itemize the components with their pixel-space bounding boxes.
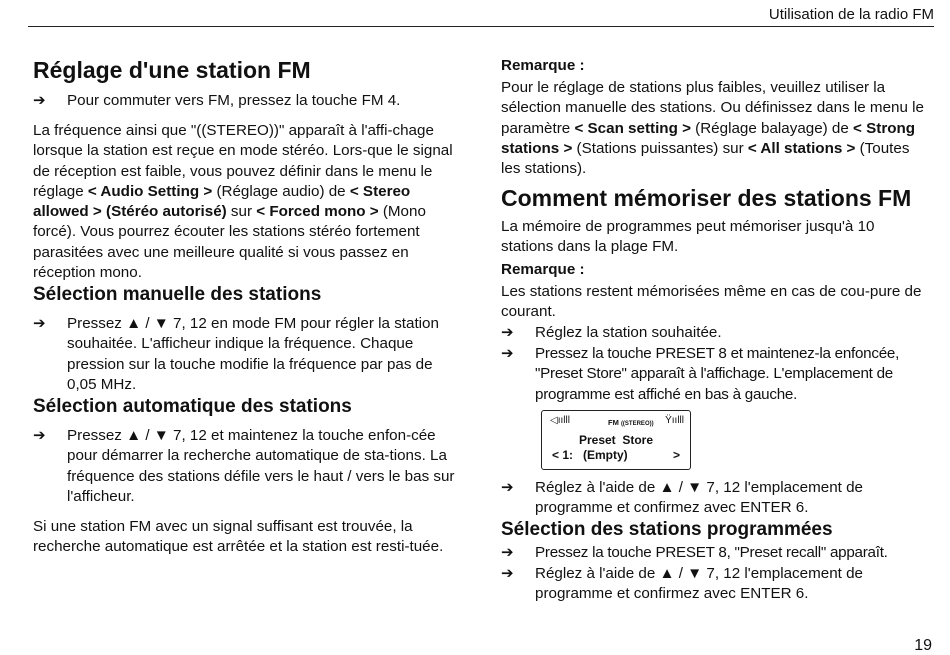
list-item-text: Pour commuter vers FM, pressez la touche FM 4. xyxy=(67,92,401,109)
arrow-bullet-icon: ➔ xyxy=(33,427,46,444)
lcd-line-slot: < 1: (Empty) > xyxy=(552,448,680,462)
page-header xyxy=(0,0,950,28)
subsection-title-programmed: Sélection des stations programmées xyxy=(501,519,833,540)
header-title: Utilisation de la radio FM xyxy=(768,6,934,23)
list-item xyxy=(501,323,931,343)
remark-paragraph: Les stations restent mémorisées même en cas de cou-pure de courant. xyxy=(501,283,922,321)
remark-title: Remarque : xyxy=(501,261,585,278)
arrow-bullet-icon: ➔ xyxy=(33,315,46,332)
lcd-fm-indicator: FM ((STEREO)) xyxy=(608,418,654,427)
arrow-bullet-icon: ➔ xyxy=(501,565,514,582)
arrow-bullet-icon: ➔ xyxy=(33,92,46,109)
list-item xyxy=(501,478,931,519)
list-item xyxy=(501,564,931,605)
remark-paragraph: Pour le réglage de stations plus faibles, veuillez utiliser la sélection manuelle des stations. Ou définissez dans le menu le paramètre < Scan setting > (Réglage balayage) de < Strong stations > (Stations puissantes) sur < All stations > (Toutes les stations). xyxy=(501,79,924,178)
page-number: 19 xyxy=(914,637,932,654)
section-title-fm-tuning: Réglage d'une station FM xyxy=(33,57,311,83)
list-item xyxy=(33,426,461,507)
signal-strength-icon: Ÿıılll xyxy=(665,415,684,426)
paragraph-memory: La mémoire de programmes peut mémoriser jusqu'à 10 stations dans la plage FM. xyxy=(501,218,875,256)
list-item xyxy=(501,344,931,405)
lcd-display-illustration xyxy=(541,410,691,470)
arrow-bullet-icon: ➔ xyxy=(501,345,514,362)
subsection-title-auto: Sélection automatique des stations xyxy=(33,396,352,417)
section-title-memory: Comment mémoriser des stations FM xyxy=(501,185,912,211)
header-rule xyxy=(28,26,934,27)
list-item-text: Pressez ▲ / ▼ 7, 12 en mode FM pour régler la station souhaitée. L'afficheur indique la fréquence. Chaque pression sur la touche modifie la fréquence par pas de 0,05 MHz. xyxy=(67,315,439,393)
list-item-text: Réglez la station souhaitée. xyxy=(535,324,722,341)
arrow-bullet-icon: ➔ xyxy=(501,479,514,496)
lcd-line-preset-store: Preset Store xyxy=(578,433,654,447)
remark-title: Remarque : xyxy=(501,57,585,74)
paragraph-auto-stop: Si une station FM avec un signal suffisant est trouvée, la recherche automatique est arrêtée et la station est resti-tuée. xyxy=(33,518,444,556)
list-item-text: Pressez ▲ / ▼ 7, 12 et maintenez la touche enfon-cée pour démarrer la recherche automatique de sta-tions. La fréquence des stations défile vers le haut / vers le bas sur l'afficheur. xyxy=(67,427,455,505)
list-item xyxy=(501,543,931,563)
arrow-bullet-icon: ➔ xyxy=(501,544,514,561)
arrow-bullet-icon: ➔ xyxy=(501,324,514,341)
paragraph-stereo-info: La fréquence ainsi que "((STEREO))" apparaît à l'affi-chage lorsque la station est reçue en mode stéréo. Lors-que le signal de réception est faible, vous pouvez définir dans le menu le réglage < Audio Setting > (Réglage audio) de < Stereo allowed > (Stéréo autorisé) sur < Forced mono > (Mono forcé). Vous pourrez écouter les stations stéréo fortement parasitées avec une meilleure qualité si vous passez en réception mono. xyxy=(33,122,453,282)
subsection-title-manual: Sélection manuelle des stations xyxy=(33,284,322,305)
list-item-text: Pressez la touche PRESET 8, "Preset recall" apparaît. xyxy=(535,544,888,561)
list-item-text: Réglez à l'aide de ▲ / ▼ 7, 12 l'emplacement de programme et confirmez avec ENTER 6. xyxy=(535,565,863,603)
list-item xyxy=(33,91,461,111)
list-item xyxy=(33,314,461,395)
speaker-volume-icon: ◁ıılll xyxy=(550,415,570,426)
list-item-text: Pressez la touche PRESET 8 et maintenez-la enfoncée, "Preset Store" apparaît à l'affichage. L'emplacement de programme est affiché en bas à gauche. xyxy=(535,345,900,403)
list-item-text: Réglez à l'aide de ▲ / ▼ 7, 12 l'emplacement de programme et confirmez avec ENTER 6. xyxy=(535,479,863,517)
